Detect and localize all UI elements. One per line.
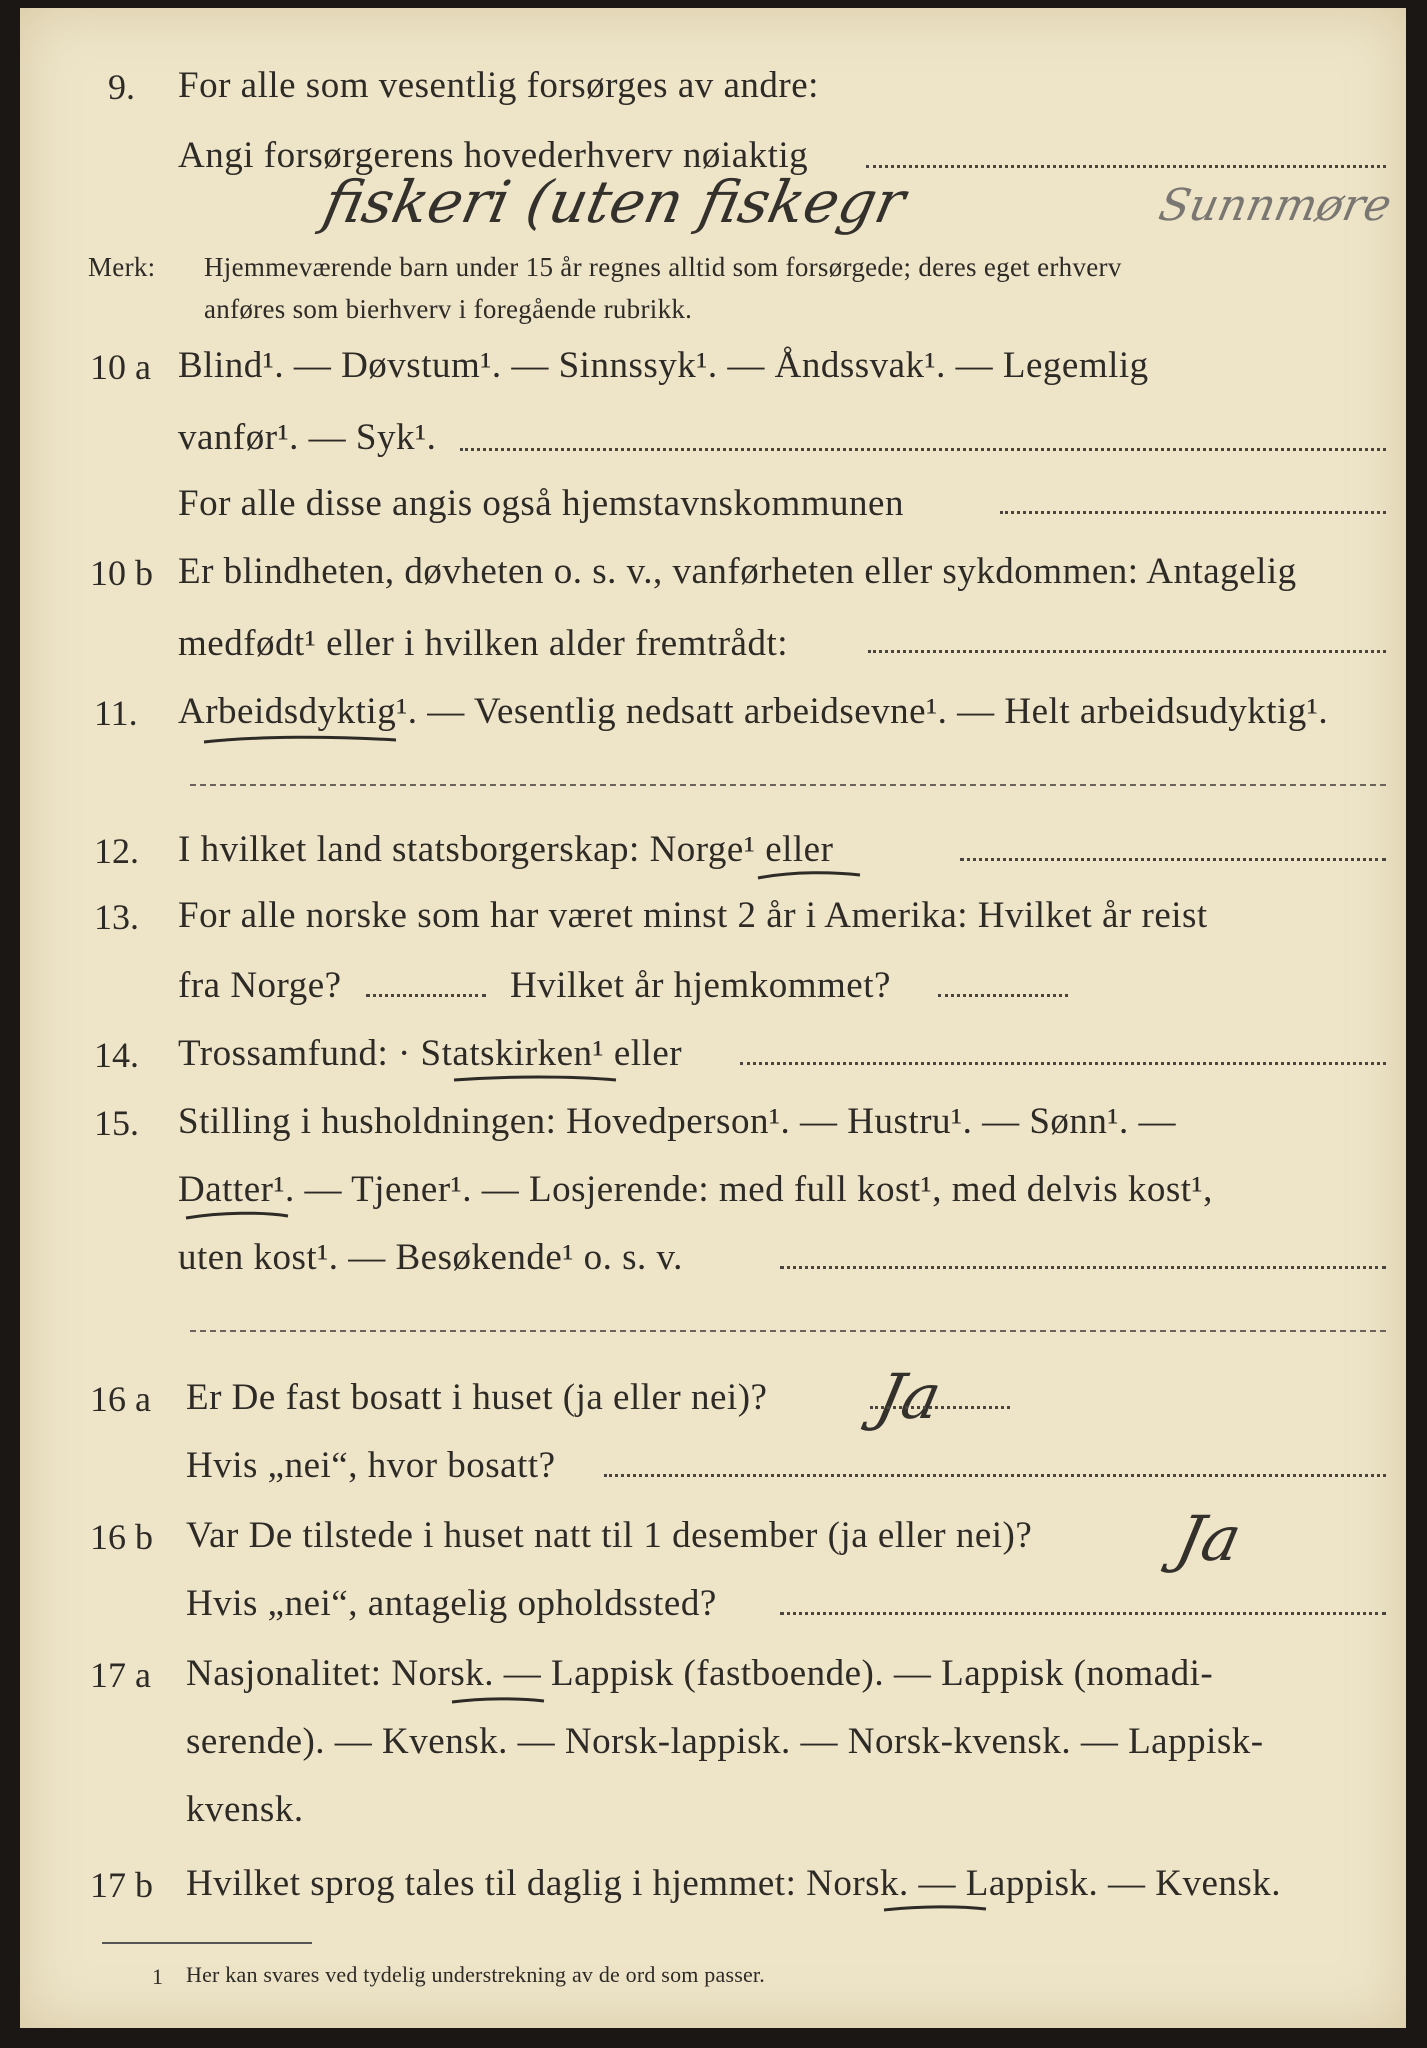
q13-line2a: fra Norge? [178,965,342,1006]
q13-line1: For alle norske som har været minst 2 år i Amerika: Hvilket år reist [178,895,1208,936]
q17a-number: 17 a [90,1655,151,1695]
q10b-answer-line [868,650,1386,653]
q16b-location-line [780,1612,1386,1615]
q16b-line1: Var De tilstede i huset natt til 1 desember (ja eller nei)? [186,1515,1033,1556]
q15-line1: Stilling i husholdningen: Hovedperson¹. — Hustru¹. — Sønn¹. — [178,1101,1177,1142]
q15-blank-line [190,1330,1386,1332]
q10a-line1: Blind¹. — Døvstum¹. — Sinnssyk¹. — Åndssvak¹. — Legemlig [178,345,1149,386]
merk-label: Merk: [88,252,156,282]
q11-handwritten-underline [200,730,400,750]
q16a-handwritten-answer: Ja [870,1360,948,1433]
q11-blank-line [190,784,1386,786]
q10b-line2: medfødt¹ eller i hvilken alder fremtrådt: [178,623,789,664]
q16b-handwritten-answer: Ja [1170,1502,1248,1575]
footnote-separator [102,1942,312,1944]
q15-number: 15. [94,1103,139,1143]
q10a-line2: vanfør¹. — Syk¹. [178,417,437,458]
q17a-line1: Nasjonalitet: Norsk. — Lappisk (fastboende). — Lappisk (nomadi- [186,1653,1214,1694]
q12-handwritten-underline [754,866,864,886]
q16a-line1: Er De fast bosatt i huset (ja eller nei)? [186,1377,768,1418]
q15-handwritten-underline [182,1206,292,1226]
q12-line1: I hvilket land statsborgerskap: Norge¹ eller [178,829,834,870]
q14-answer-line [740,1062,1386,1065]
q16a-number: 16 a [90,1379,151,1419]
q12-number: 12. [94,831,139,871]
q13-return-line [938,994,1068,997]
merk-line2: anføres som bierhverv i foregående rubrikk. [204,294,693,324]
q10b-line1: Er blindheten, døvheten o. s. v., vanførheten eller sykdommen: Antagelig [178,551,1297,592]
q16b-number: 16 b [90,1517,153,1557]
q14-handwritten-underline [450,1070,620,1090]
q9-handwritten-faded: Sunnmøre [1154,180,1396,231]
q17b-line1: Hvilket sprog tales til daglig i hjemmet: Norsk. — Lappisk. — Kvensk. [186,1863,1282,1904]
q9-answer-line [866,165,1386,168]
census-form-page [20,8,1406,2028]
q11-line1: Arbeidsdyktig¹. — Vesentlig nedsatt arbeidsevne¹. — Helt arbeidsudyktig¹. [178,691,1329,732]
q17a-line2: serende). — Kvensk. — Norsk-lappisk. — Norsk-kvensk. — Lappisk- [186,1721,1264,1762]
q15-line2: Datter¹. — Tjener¹. — Losjerende: med full kost¹, med delvis kost¹, [178,1169,1213,1210]
q10a-number: 10 a [90,347,151,387]
q14-number: 14. [94,1035,139,1075]
q12-answer-line [960,858,1386,861]
q16a-line2: Hvis „nei“, hvor bosatt? [186,1445,556,1486]
footnote-mark: 1 [152,1964,164,1989]
q10b-number: 10 b [90,553,153,593]
q11-number: 11. [94,693,138,733]
q14-line1: Trossamfund: · Statskirken¹ eller [178,1033,683,1074]
q9-handwritten-answer: fiskeri (uten fiskegr [317,168,912,236]
q17a-handwritten-underline [448,1692,548,1712]
q10a-hometown-line [1000,511,1386,514]
footnote-text: Her kan svares ved tydelig understrekning av de ord som passer. [186,1962,765,1987]
q9-line1: For alle som vesentlig forsørges av andre: [178,65,819,106]
q16b-line2: Hvis „nei“, antagelig opholdssted? [186,1583,717,1624]
q17b-number: 17 b [90,1865,153,1905]
merk-line1: Hjemmeværende barn under 15 år regnes alltid som forsørgede; deres eget erhverv [204,252,1122,282]
q16a-residence-line [604,1474,1386,1477]
q13-line2b: Hvilket år hjemkommet? [510,965,891,1006]
q16a-answer-line [870,1406,1010,1409]
q10a-line3: For alle disse angis også hjemstavnskommunen [178,483,904,524]
q10a-answer-line [460,448,1386,451]
q13-number: 13. [94,897,139,937]
q9-number: 9. [108,67,135,107]
q15-answer-line [780,1266,1386,1269]
q17a-line3: kvensk. [186,1789,304,1830]
q13-departure-line [366,994,486,997]
q17b-handwritten-underline [880,1900,990,1920]
q9-line2: Angi forsørgerens hovederhverv nøiaktig [178,135,809,176]
q15-line3: uten kost¹. — Besøkende¹ o. s. v. [178,1237,683,1278]
